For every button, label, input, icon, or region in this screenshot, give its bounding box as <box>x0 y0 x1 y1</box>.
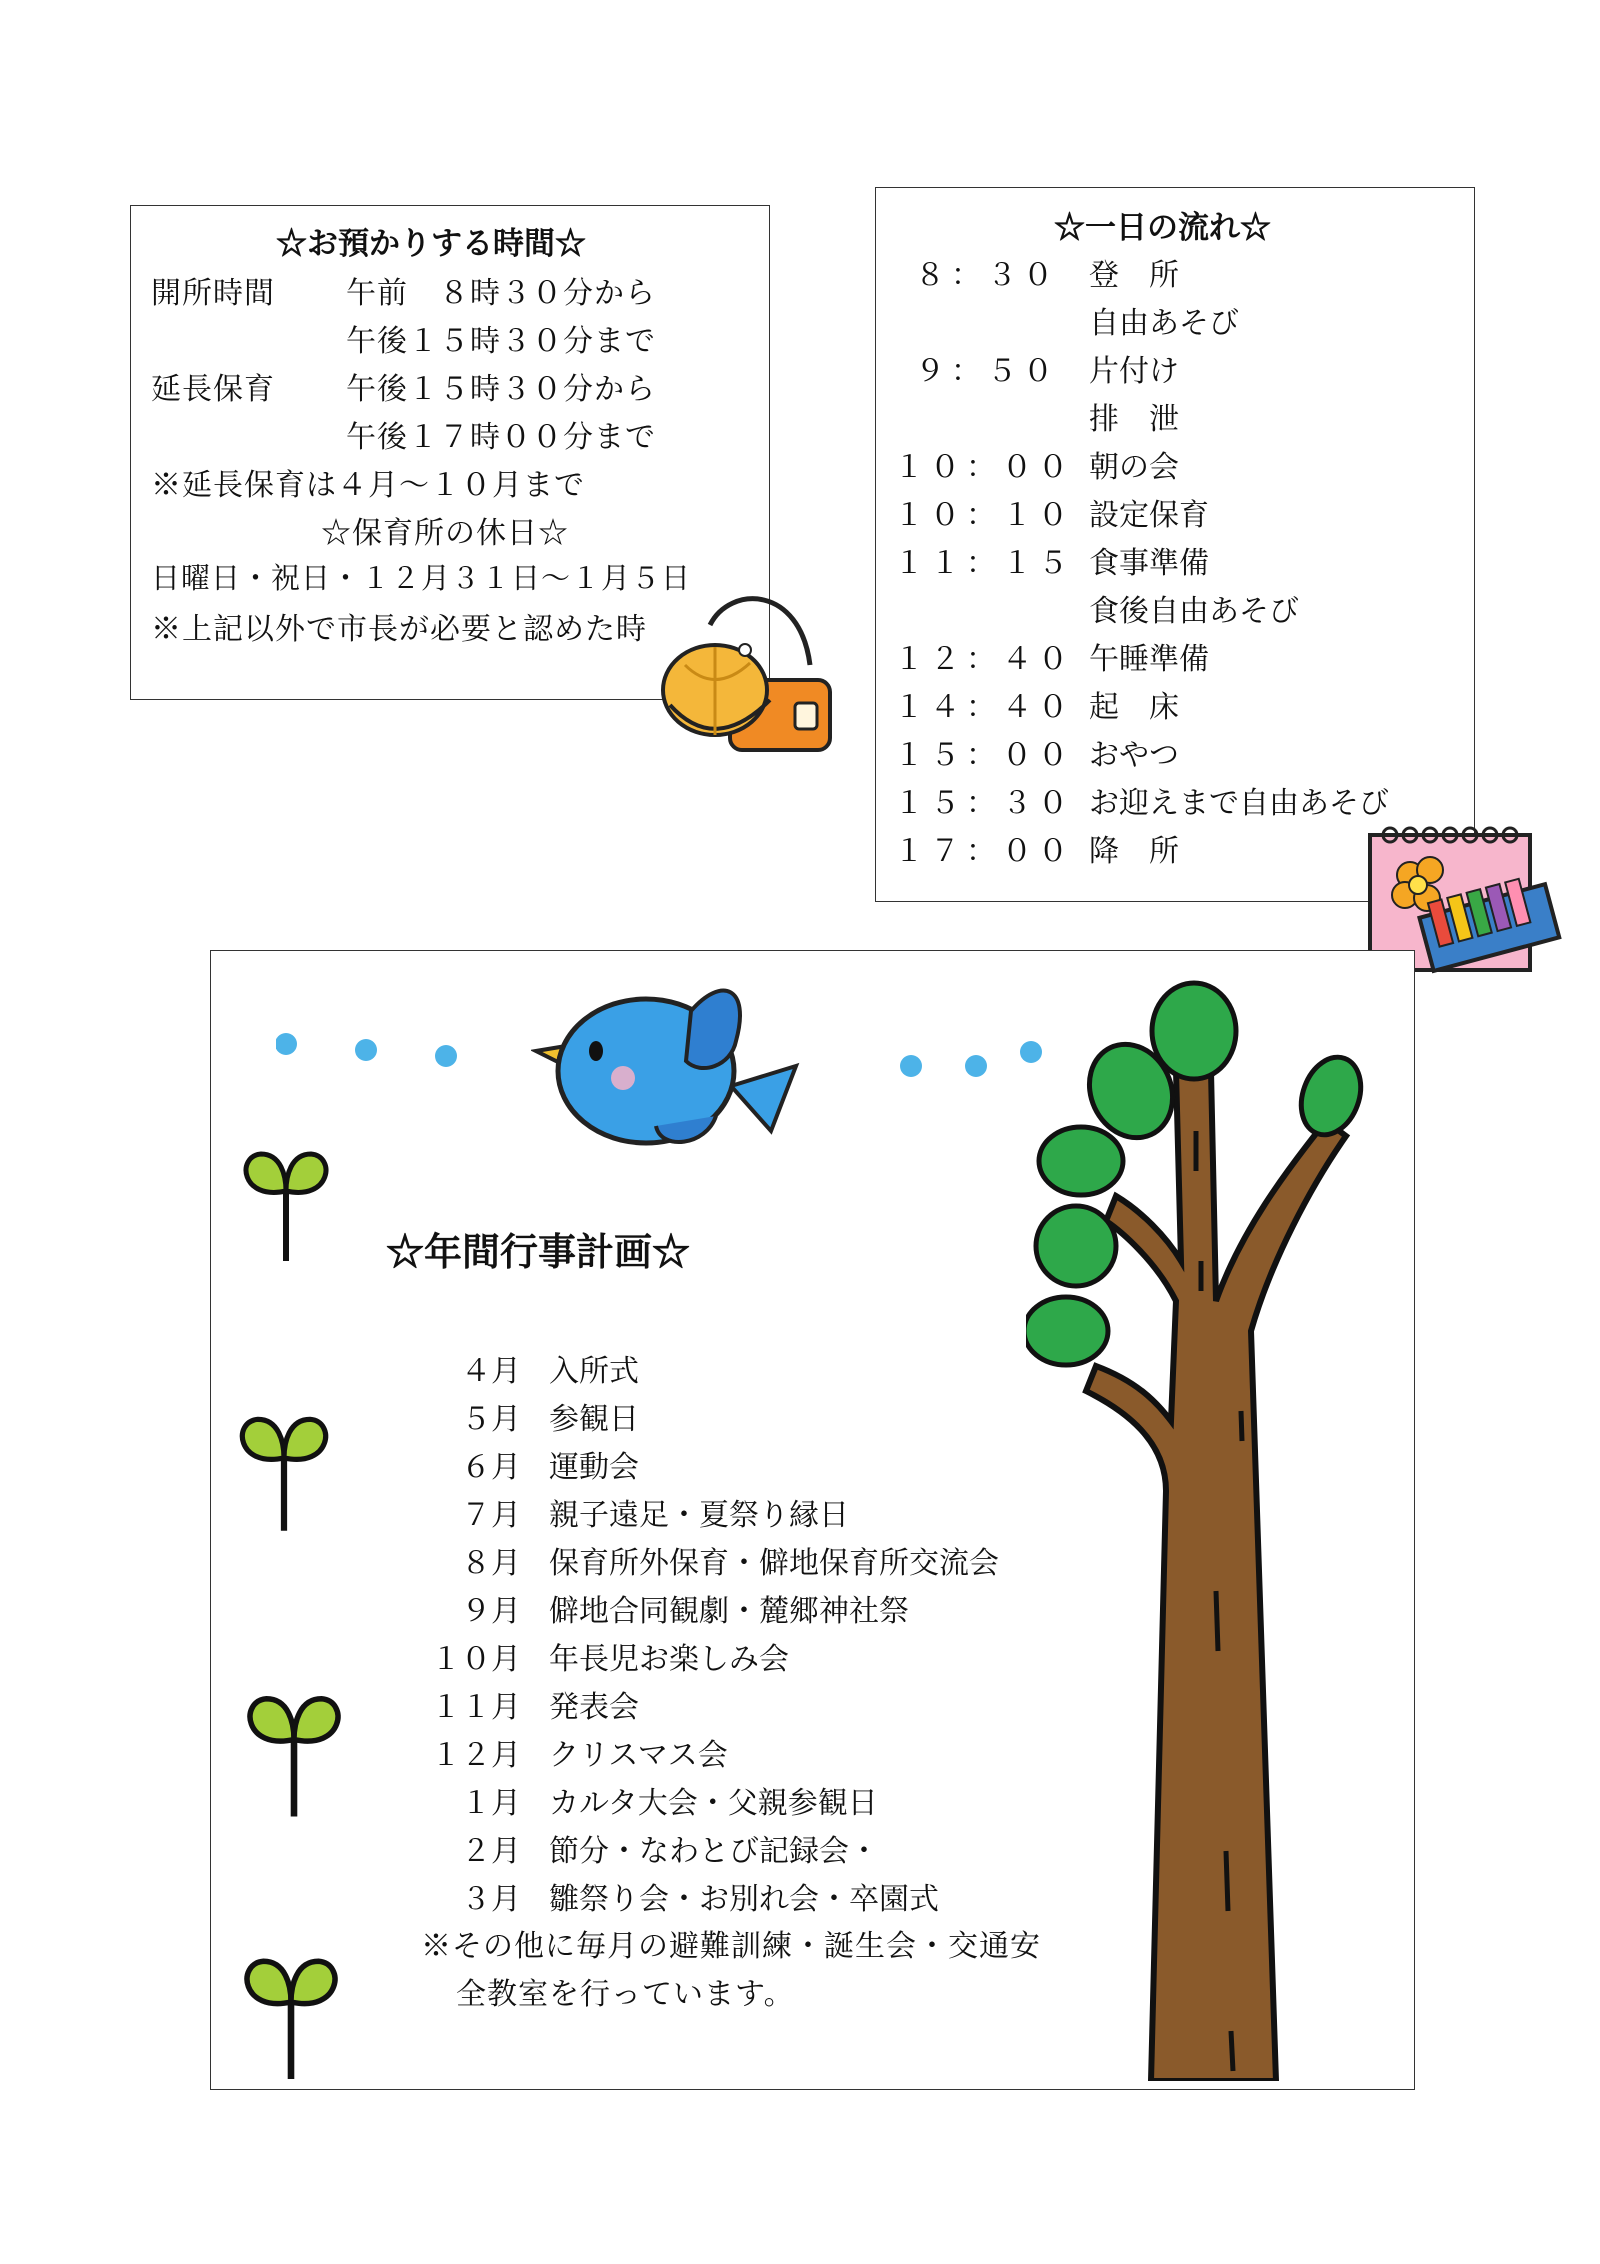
extended-care-to: 午後１７時００分まで <box>346 420 656 455</box>
event-month: ６月 <box>461 1450 521 1485</box>
event-name: カルタ大会・父親参観日 <box>549 1786 878 1821</box>
event-month: ２月 <box>461 1834 521 1869</box>
flow-activity: お迎えまで自由あそび <box>1089 786 1389 821</box>
event-name: クリスマス会 <box>549 1738 728 1773</box>
flow-activity: おやつ <box>1089 738 1179 773</box>
flow-activity: 食事準備 <box>1089 546 1209 581</box>
sprout-icon <box>239 1686 349 1826</box>
sprout-icon <box>236 1951 346 2086</box>
event-name: 運動会 <box>549 1450 639 1485</box>
event-month: １２月 <box>431 1738 521 1773</box>
open-hours-to: 午後１５時３０分まで <box>346 324 656 359</box>
annual-events-title: ☆年間行事計画☆ <box>386 1229 691 1274</box>
holiday-days: 日曜日・祝日・１２月３１日～１月５日 <box>151 561 692 595</box>
flow-activity: 朝の会 <box>1089 450 1179 485</box>
daily-flow-title: ☆一日の流れ☆ <box>1054 210 1271 246</box>
bird-eye-icon <box>589 1041 603 1061</box>
open-hours-from: 午前 ８時３０分から <box>346 276 656 311</box>
flow-activity: 午睡準備 <box>1089 642 1209 677</box>
event-name: 参観日 <box>549 1402 639 1437</box>
flow-time: １０：００ <box>894 450 1074 485</box>
events-note-line-1: ※その他に毎月の避難訓練・誕生会・交通安 <box>421 1929 1041 1964</box>
event-name: 入所式 <box>549 1354 639 1389</box>
event-month: ５月 <box>461 1402 521 1437</box>
event-name: 僻地合同観劇・麓郷神社祭 <box>549 1594 909 1629</box>
event-month: １月 <box>461 1786 521 1821</box>
event-month: １１月 <box>431 1690 521 1725</box>
tree-illustration <box>1026 971 1411 2081</box>
tree-trunk-icon <box>1086 1071 1346 2081</box>
event-month: １０月 <box>431 1642 521 1677</box>
flow-activity: 登 所 <box>1089 258 1179 293</box>
flow-activity: 自由あそび <box>1089 306 1239 341</box>
event-month: ７月 <box>461 1498 521 1533</box>
sprout-icon <box>236 1146 336 1266</box>
events-note-line-2: 全教室を行っています。 <box>456 1977 795 2012</box>
event-month: ９月 <box>461 1594 521 1629</box>
flow-activity: 食後自由あそび <box>1089 594 1299 629</box>
flow-activity: 設定保育 <box>1089 498 1209 533</box>
daily-flow-box <box>875 187 1475 902</box>
hat-and-bag-illustration <box>660 585 835 770</box>
sprout-icon <box>229 1411 339 1536</box>
bluebird-illustration <box>531 966 811 1156</box>
flow-time: ８：３０ <box>915 258 1059 293</box>
event-name: 発表会 <box>549 1690 639 1725</box>
flow-activity: 降 所 <box>1089 834 1179 869</box>
open-hours-label: 開所時間 <box>151 276 275 311</box>
flow-time: １０：１０ <box>894 498 1074 533</box>
hat-bow-icon <box>739 644 751 656</box>
bird-tail-icon <box>731 1066 796 1131</box>
flow-time: １５：３０ <box>894 786 1074 821</box>
extended-care-note: ※延長保育は４月～１０月まで <box>151 468 585 503</box>
flow-activity: 起 床 <box>1089 690 1179 725</box>
event-month: ４月 <box>461 1354 521 1389</box>
holiday-title: ☆保育所の休日☆ <box>321 516 569 551</box>
extended-care-from: 午後１５時３０分から <box>346 372 656 407</box>
flow-activity: 片付け <box>1089 354 1179 389</box>
annual-events-box <box>210 950 1415 2090</box>
flow-time: １７：００ <box>894 834 1074 869</box>
event-month: ８月 <box>461 1546 521 1581</box>
event-name: 節分・なわとび記録会・ <box>549 1834 879 1869</box>
extended-care-label: 延長保育 <box>151 372 275 407</box>
flow-time: ９：５０ <box>915 354 1059 389</box>
event-name: 保育所外保育・僻地保育所交流会 <box>549 1546 999 1581</box>
event-name: 雛祭り会・お別れ会・卒園式 <box>549 1882 939 1917</box>
event-month: ３月 <box>461 1882 521 1917</box>
bird-cheek-icon <box>611 1066 635 1090</box>
holiday-note: ※上記以外で市長が必要と認めた時 <box>151 612 647 647</box>
flow-time: １１：１５ <box>894 546 1074 581</box>
flow-time: １４：４０ <box>894 690 1074 725</box>
flow-time: １２：４０ <box>894 642 1074 677</box>
event-name: 親子遠足・夏祭り縁日 <box>549 1498 849 1533</box>
flow-time: １５：００ <box>894 738 1074 773</box>
event-name: 年長児お楽しみ会 <box>549 1642 789 1677</box>
bag-clasp-icon <box>795 703 817 729</box>
care-hours-title: ☆お預かりする時間☆ <box>276 226 586 262</box>
flow-activity: 排 泄 <box>1089 402 1179 437</box>
